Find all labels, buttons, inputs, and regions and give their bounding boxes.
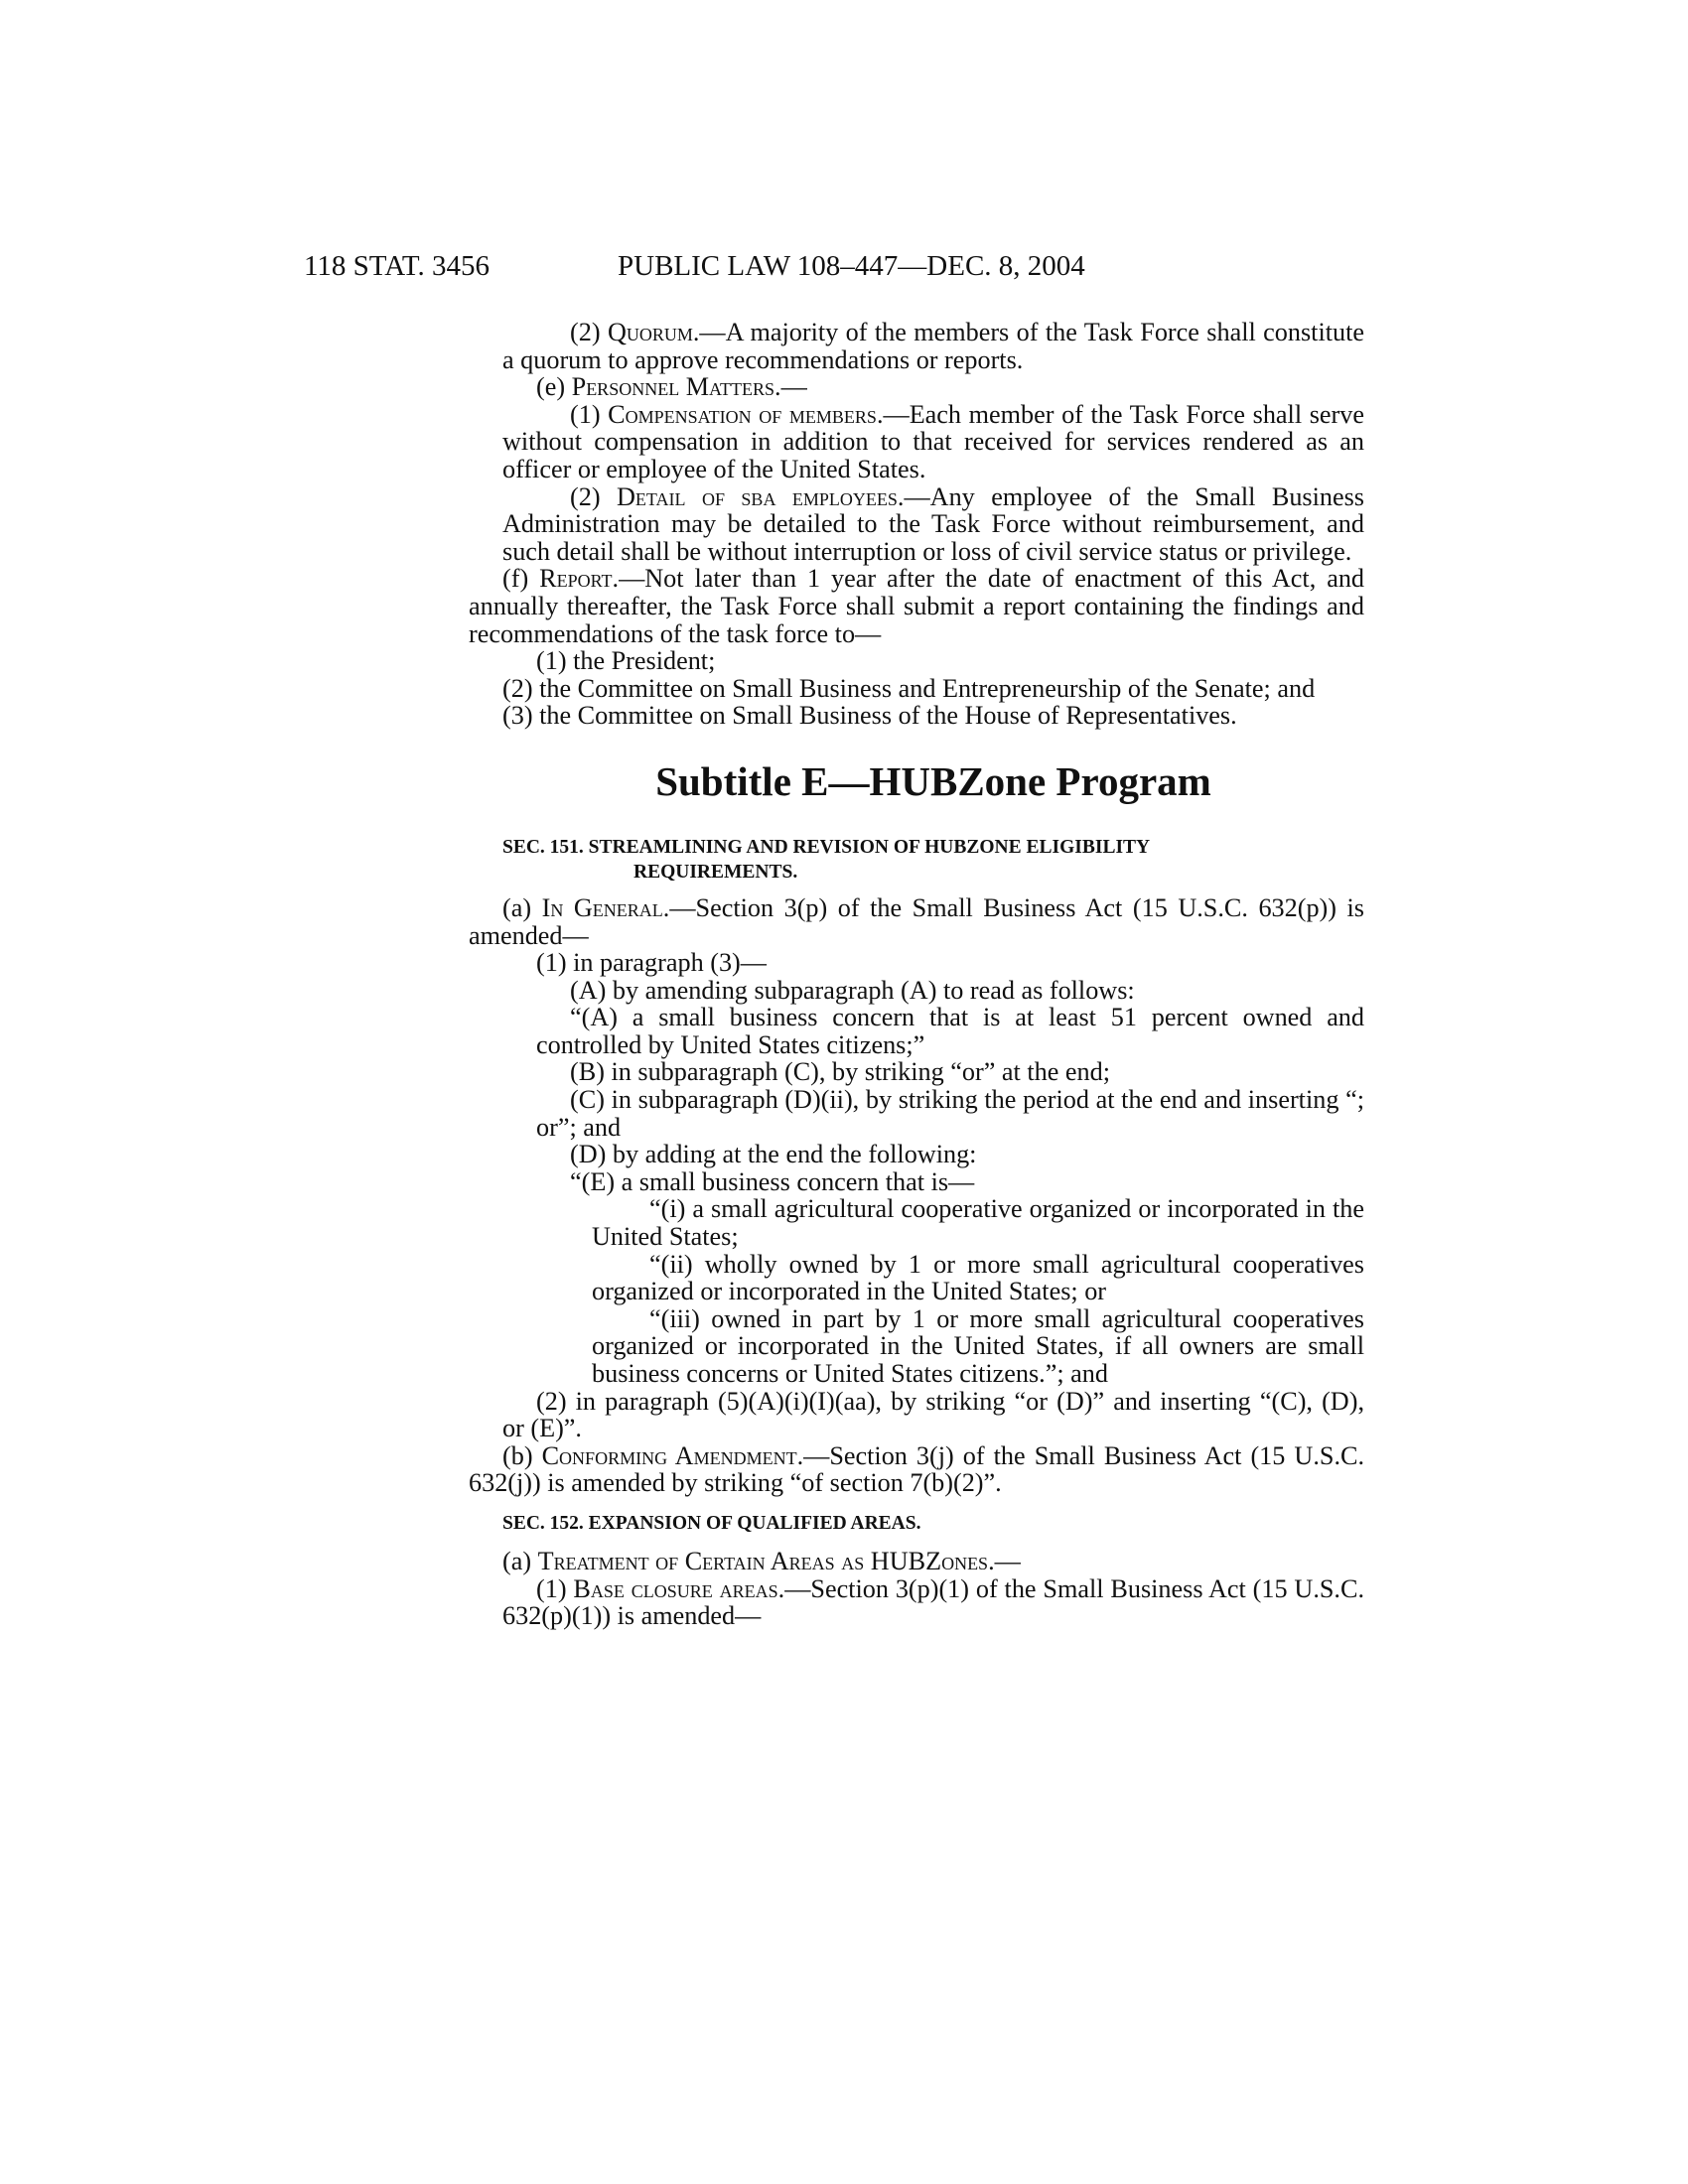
sec151-b-heading: Conforming Amendment xyxy=(541,1440,797,1470)
report-paragraph: (f) Report.—Not later than 1 year after the date of enactment of this Act, and annually thereafter, the Task Force shall submit a report containing the findings and recommendations of the task force to— xyxy=(469,564,1365,648)
personnel-matters-paragraph: (e) Personnel Matters.— xyxy=(536,372,807,402)
sec152-a1-paragraph: (1) Base closure areas.—Section 3(p)(1) of the Small Business Act (15 U.S.C. 632(p)(1)) is amended— xyxy=(502,1573,1364,1631)
sec152-a-heading: Treatment of Certain Areas as HUBZones xyxy=(537,1546,989,1575)
compensation-paragraph: (1) Compensation of members.—Each member of the Task Force shall serve without compensation in addition to that received for services rendered as an officer or employee of the United States. xyxy=(502,399,1364,483)
sec151-a1A: (A) by amending subparagraph (A) to read as follows: xyxy=(570,975,1135,1005)
sec151-a1D-i: “(i) a small agricultural cooperative organized or incorporated in the United States; xyxy=(592,1194,1364,1252)
document-body xyxy=(469,318,1365,1631)
detail-sba-paragraph: (2) Detail of sba employees.—Any employee of the Small Business Administration may be detailed to the Task Force without reimbursement, and such detail shall be without interruption or loss of civil service status or privilege. xyxy=(502,481,1364,566)
sec151-a1B: (B) in subparagraph (C), by striking “or” at the end; xyxy=(570,1057,1110,1087)
sec151-a1C: (C) in subparagraph (D)(ii), by striking the period at the end and inserting “; or”; and xyxy=(536,1085,1364,1142)
sec151-a1D-ii: “(ii) wholly owned by 1 or more small agricultural cooperatives organized or incorporated in the United States; or xyxy=(592,1249,1364,1306)
sec151-a-heading: In General xyxy=(541,892,663,922)
compensation-heading: Compensation of members xyxy=(608,399,877,429)
report-recipient-3: (3) the Committee on Small Business of the House of Representatives. xyxy=(502,701,1237,731)
quorum-paragraph: (2) Quorum.—A majority of the members of the Task Force shall constitute a quorum to approve recommendations or reports. xyxy=(502,318,1364,374)
personnel-matters-heading: Personnel Matters xyxy=(571,372,775,402)
report-recipient-1: (1) the President; xyxy=(536,646,716,676)
report-recipient-2: (2) the Committee on Small Business and Entrepreneurship of the Senate; and xyxy=(502,673,1316,703)
sec151-a1D-iii: “(iii) owned in part by 1 or more small agricultural cooperatives organized or incorporated in the United States, if all owners are small business concerns or United States citizens.”; and xyxy=(592,1303,1364,1388)
sec152-a1-heading: Base closure areas xyxy=(573,1573,778,1603)
section-151-heading: SEC. 151. STREAMLINING AND REVISION OF HUBZONE ELIGIBILITY REQUIREMENTS. xyxy=(502,836,1151,883)
sec151-a1: (1) in paragraph (3)— xyxy=(536,948,767,978)
sec151-a1A-quote: “(A) a small business concern that is at least 51 percent owned and controlled by United States citizens;” xyxy=(536,1003,1364,1059)
sec151-b-paragraph: (b) Conforming Amendment.—Section 3(j) of the Small Business Act (15 U.S.C. 632(j)) is amended by striking “of section 7(b)(2)”. xyxy=(469,1440,1365,1498)
section-152-heading: SEC. 152. EXPANSION OF QUALIFIED AREAS. xyxy=(502,1512,921,1534)
quorum-heading: Quorum xyxy=(607,318,693,346)
detail-sba-heading: Detail of sba employees xyxy=(617,481,898,511)
sec151-a1D: (D) by adding at the end the following: xyxy=(570,1140,977,1169)
sec152-a-paragraph: (a) Treatment of Certain Areas as HUBZones.— xyxy=(502,1546,1021,1575)
sec151-a1D-E: “(E) a small business concern that is— xyxy=(570,1166,975,1196)
page-stat-citation: 118 STAT. 3456 xyxy=(304,250,490,282)
sec151-a-paragraph: (a) In General.—Section 3(p) of the Small Business Act (15 U.S.C. 632(p)) is amended— xyxy=(469,892,1364,950)
subtitle-heading: Subtitle E—HUBZone Program xyxy=(655,757,1211,804)
report-heading: Report xyxy=(539,564,613,594)
sec151-a2: (2) in paragraph (5)(A)(i)(I)(aa), by striking “or (D)” and inserting “(C), (D), or (E)”. xyxy=(502,1386,1364,1443)
running-header: PUBLIC LAW 108–447—DEC. 8, 2004 xyxy=(618,250,1085,282)
